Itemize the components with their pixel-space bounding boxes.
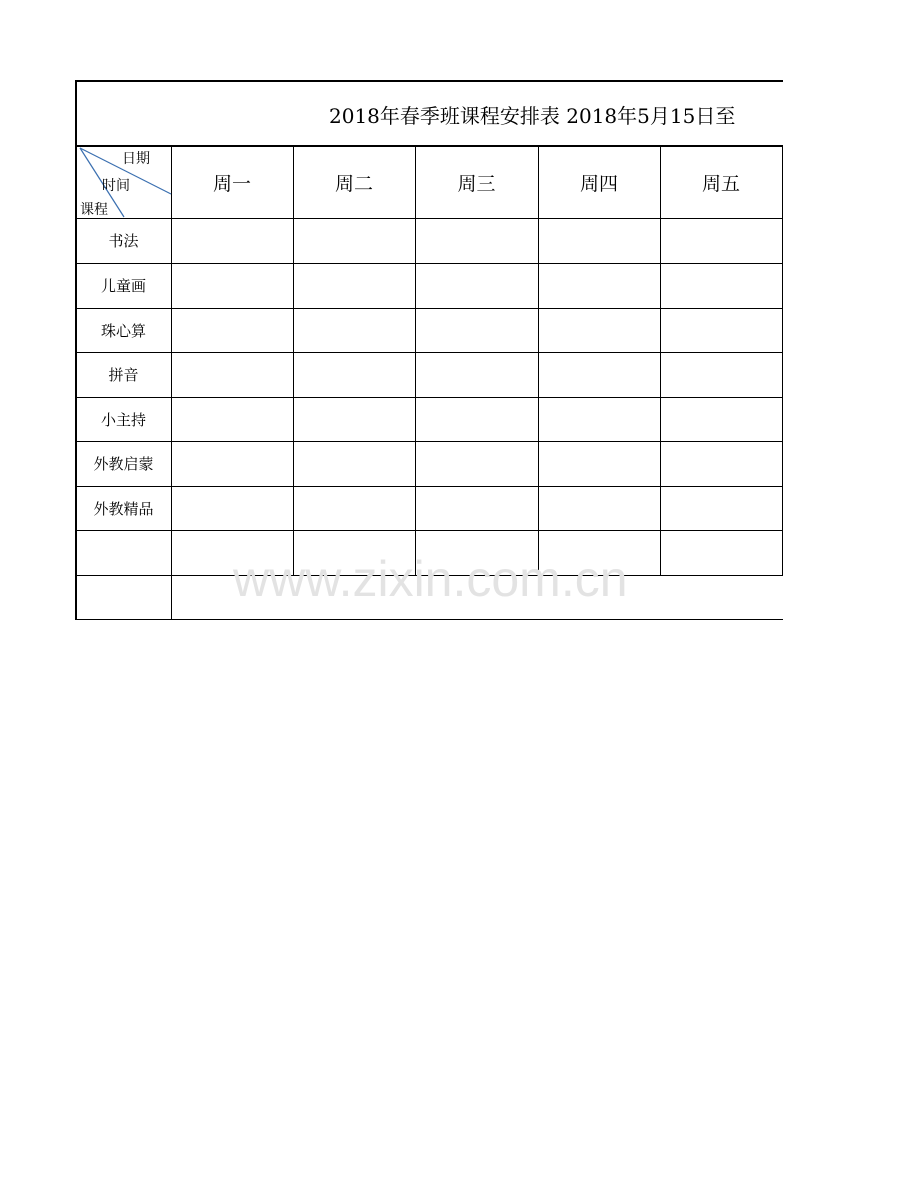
corner-course-label: 课程 [80,202,108,218]
schedule-cell [171,352,294,398]
schedule-cell [538,397,661,442]
course-label: 小主持 [76,397,172,442]
schedule-cell [171,397,294,442]
day-header-1: 周一 [171,146,294,219]
footer-label [76,575,172,620]
schedule-cell [538,218,661,264]
schedule-cell [660,263,783,309]
course-label [76,530,172,576]
schedule-cell [293,218,416,264]
schedule-cell [660,397,783,442]
course-label: 外教启蒙 [76,441,172,487]
schedule-cell [660,218,783,264]
schedule-cell [415,263,539,309]
corner-date-label: 日期 [122,151,150,167]
watermark: www.zixin.com.cn [233,551,628,607]
schedule-cell [293,308,416,353]
schedule-cell [293,486,416,531]
schedule-cell [415,352,539,398]
schedule-cell [293,441,416,487]
course-label: 外教精品 [76,486,172,531]
day-header-4: 周四 [538,146,661,219]
schedule-cell [538,263,661,309]
schedule-cell [538,308,661,353]
schedule-cell [293,397,416,442]
day-header-5: 周五 [660,146,783,219]
schedule-cell [415,441,539,487]
schedule-cell [660,486,783,531]
schedule-cell [415,397,539,442]
day-header-2: 周二 [293,146,416,219]
schedule-cell [538,352,661,398]
schedule-cell [293,263,416,309]
schedule-cell [171,308,294,353]
schedule-cell [660,441,783,487]
schedule-cell [660,352,783,398]
schedule-cell [171,441,294,487]
schedule-cell [660,530,783,576]
schedule-cell [171,486,294,531]
schedule-title: 2018年春季班课程安排表 2018年5月15日至 [329,104,736,128]
schedule-cell [415,308,539,353]
schedule-cell [538,441,661,487]
table-top-border [75,80,783,82]
schedule-cell [171,263,294,309]
schedule-cell [660,308,783,353]
day-header-3: 周三 [415,146,539,219]
schedule-cell [538,486,661,531]
schedule-cell [171,218,294,264]
course-label: 儿童画 [76,263,172,309]
course-label: 拼音 [76,352,172,398]
course-label: 书法 [76,218,172,264]
schedule-cell [415,486,539,531]
corner-time-label: 时间 [102,178,130,194]
schedule-cell [293,352,416,398]
course-label: 珠心算 [76,308,172,353]
corner-header-cell [76,146,172,219]
schedule-cell [415,218,539,264]
